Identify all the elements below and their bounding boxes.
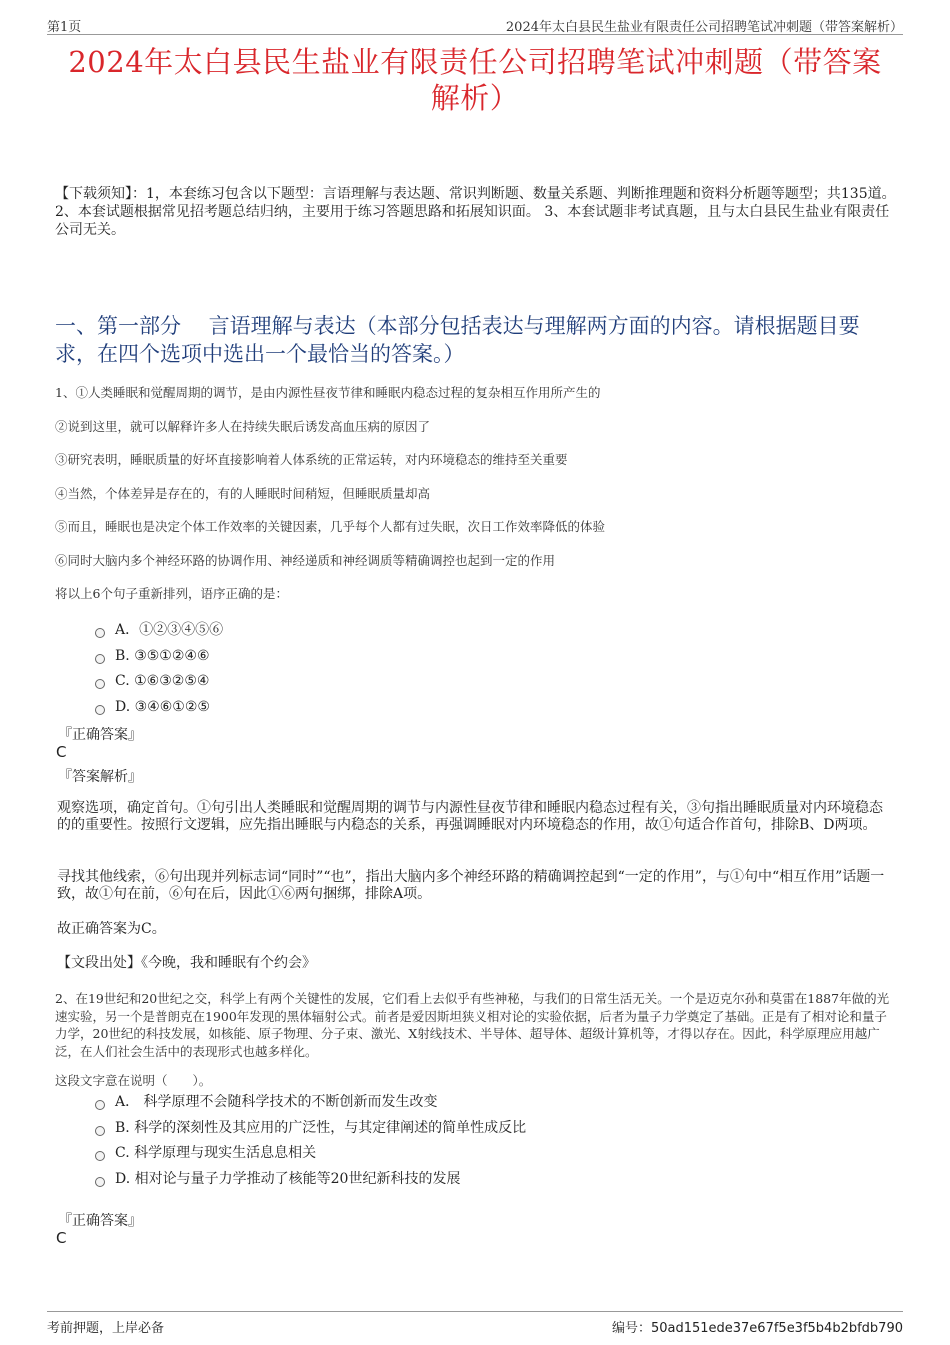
q1-answer: C <box>56 743 67 761</box>
radio-icon[interactable] <box>95 1151 105 1161</box>
radio-icon[interactable] <box>95 654 105 664</box>
footer-slogan: 考前押题，上岸必备 <box>47 1321 165 1336</box>
radio-icon[interactable] <box>95 628 105 638</box>
q2-answer: C <box>56 1229 67 1247</box>
q1-source: 【文段出处】《今晚，我和睡眠有个约会》 <box>57 955 316 971</box>
q1-analysis-label: 『答案解析』 <box>58 769 142 785</box>
q1-sentence-1: 1、①人类睡眠和觉醒周期的调节，是由内源性昼夜节律和睡眠内稳态过程的复杂相互作用所产生的 <box>55 385 601 400</box>
document-title <box>47 44 903 116</box>
q1-sentence-6: ⑥同时大脑内多个神经环路的协调作用、神经递质和神经调质等精确调控也起到一定的作用 <box>55 553 556 568</box>
q1-sentence-3: ③研究表明，睡眠质量的好坏直接影响着人体系统的正常运转，对内环境稳态的维持至关重要 <box>55 452 568 467</box>
q2-prompt: 这段文字意在说明（ ）。 <box>55 1073 212 1088</box>
section-heading: 一、第一部分 言语理解与表达（本部分包括表达与理解两方面的内容。请根据题目要求，在四个选项中选出一个最恰当的答案。） <box>55 314 860 366</box>
title-line-1: 2024年太白县民生盐业有限责任公司招聘笔试冲刺题（带答案 <box>68 45 882 79</box>
q1-analysis-para-1: 观察选项，确定首句。①句引出人类睡眠和觉醒周期的调节与内源性昼夜节律和睡眠内稳态过程有关，③句指出睡眠质量对内环境稳态的的重要性。按照行文逻辑，应先指出睡眠与内稳态的关系，再强调睡眠对内环境稳态的作用，故①句适合作首句，排除B、D两项。 <box>57 800 883 833</box>
footer-code: 编号：50ad151ede37e67f5e3f5b4b2bfdb790 <box>611 1321 903 1336</box>
title-line-2: 解析） <box>430 81 520 115</box>
page-number: 第1页 <box>47 20 82 35</box>
radio-icon[interactable] <box>95 1126 105 1136</box>
header-doc-title: 2024年太白县民生盐业有限责任公司招聘笔试冲刺题（带答案解析） <box>505 20 903 35</box>
radio-icon[interactable] <box>95 1177 105 1187</box>
page-footer <box>47 1311 903 1336</box>
q1-analysis-para-2: 寻找其他线索，⑥句出现并列标志词“同时”“也”，指出大脑内多个神经环路的精确调控起到“一定的作用”，与①句中“相互作用”话题一致，故①句在前，⑥句在后，因此①⑥两句捆绑，排除A项。 <box>57 869 885 902</box>
radio-icon[interactable] <box>95 705 105 715</box>
q1-prompt: 将以上6个句子重新排列，语序正确的是： <box>55 586 288 601</box>
q1-sentence-4: ④当然，个体差异是存在的，有的人睡眠时间稍短，但睡眠质量却高 <box>55 486 431 501</box>
q1-answer-label: 『正确答案』 <box>58 727 142 743</box>
page-header <box>47 14 903 35</box>
q1-sentence-2: ②说到这里，就可以解释许多人在持续失眠后诱发高血压病的原因了 <box>55 419 431 434</box>
q1-sentence-5: ⑤而且，睡眠也是决定个体工作效率的关键因素，几乎每个人都有过失眠，次日工作效率降低的体验 <box>55 519 606 534</box>
q1-analysis-para-3: 故正确答案为C。 <box>57 921 166 937</box>
q2-stem: 2、在19世纪和20世纪之交，科学上有两个关键性的发展，它们看上去似乎有些神秘，与我们的日常生活无关。一个是迈克尔孙和莫雷在1887年做的光速实验，另一个是普朗克在1900年发现的黑体辐射公式。前者是爱因斯坦狭义相对论的实验依据，后者为量子力学奠定了基础。正是有了相对论和量子力学，20世纪的科技发展，如核能、原子物理、分子束、激光、X射线技术、半导体、超导体、超级计算机等，才得以存在。因此，科学原理应用越广泛，在人们社会生活中的表现形式也越多样化。 <box>55 991 890 1059</box>
radio-icon[interactable] <box>95 679 105 689</box>
download-notice: 【下载须知】：1，本套练习包含以下题型：言语理解与表达题、常识判断题、数量关系题、判断推理题和资料分析题等题型；共135道。 2、本套试题根据常见招考题总结归纳，主要用于练习答题思路和拓展知识面。 3、本套试题非考试真题，且与太白县民生盐业有限责任公司无关。 <box>55 186 896 238</box>
radio-icon[interactable] <box>95 1100 105 1110</box>
q2-answer-label: 『正确答案』 <box>58 1213 142 1229</box>
